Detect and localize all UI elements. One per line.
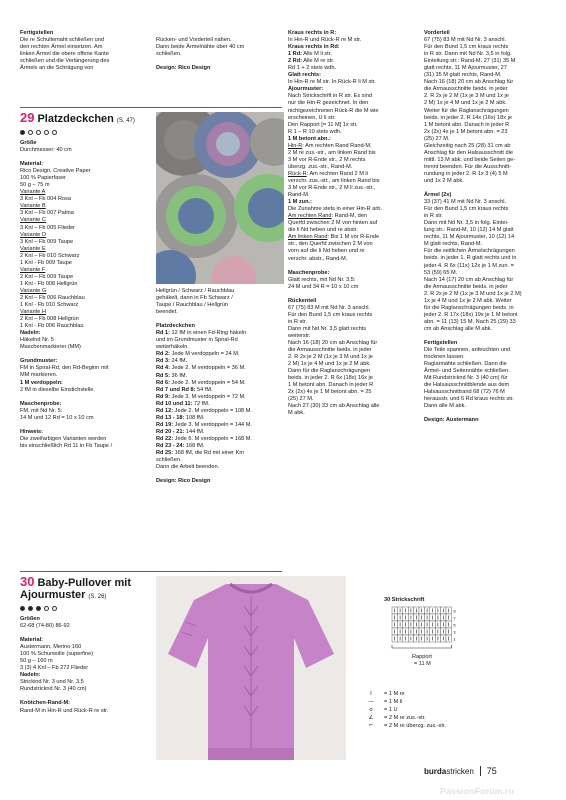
text-line: Fertigstellen	[20, 30, 54, 36]
text-line: für die Raglanschrägungen beids. in	[424, 304, 514, 311]
text-line: 62-68 (74-80) 86-92	[20, 623, 70, 630]
text-line: rechts, 11 M Ajourmuster, 10 (12) 14	[424, 234, 515, 241]
text-line: Nach 27 (30) 33 cm ab Anschlag alle	[288, 403, 380, 410]
text-line: M glatt rechts, Rand-M.	[424, 241, 483, 248]
text-line: 1x je 4 M und 1x je 2 M abk. Weiter	[424, 297, 512, 304]
text-line: Am rechten Rand: Rand-M, den	[288, 213, 367, 220]
text-line: Variante A	[20, 189, 46, 196]
legend-label: = 2 M re zus.-str.	[384, 715, 426, 721]
text-line: in R str.	[288, 318, 307, 325]
text-line: Dann für die Raglanschrägungen	[288, 368, 371, 375]
text-line	[424, 333, 554, 340]
text-line: 67 (75) 83 M mit Nd Nr. 3 anschl.	[288, 304, 371, 311]
text-line	[156, 316, 286, 323]
page-footer: burdastricken 75	[424, 766, 497, 776]
text-line: Dann die Arbeit beenden.	[156, 464, 220, 471]
text-line: Fertigstellen	[424, 339, 458, 346]
text-line: Hellgrün / Schwarz / Rauchblau	[156, 288, 235, 294]
text-line: 1 Knl - Fb 009 Taupe	[20, 259, 72, 266]
text-line: Knötchen-Rand-M:	[20, 700, 71, 707]
text-line: die Armausschnitte beids. in jeder	[424, 283, 508, 290]
text-line: 1 M verdoppeln:	[20, 379, 63, 386]
text-line: erscheinen, U li str.	[288, 114, 336, 121]
text-line: Vorderteil	[424, 30, 450, 36]
text-line: abn. = 11 (13) 15 M. Nach 25 (29) 33	[424, 318, 516, 325]
text-line: Dann mit Nd Nr. 3,5 glatt rechts	[288, 325, 367, 332]
text-line: beids. in jeder 1. R glatt rechts und in	[424, 255, 517, 262]
text-line: Maschenprobe:	[20, 400, 62, 407]
text-line: 2 fM in dieselbe Einstichstelle.	[20, 386, 95, 393]
text-line: Rd 22: Jede 6. M verdoppeln = 168 M.	[156, 435, 252, 442]
text-line: Rd 13 - 18: 108 fM.	[156, 414, 205, 421]
text-line: Am linken Rand: Bis 1 M vor R-Ende	[288, 234, 380, 241]
text-line	[20, 154, 152, 161]
text-line: Hin-R: Am rechten Rand Rand-M,	[288, 142, 372, 149]
text-line: und im Grundmuster in Spiral-Rd	[156, 337, 238, 344]
text-line: Nach 16 (18) 20 cm ab Anschlag für	[288, 339, 378, 346]
legend-item	[366, 714, 446, 722]
text-line: Rd 9: Jede 3. M verdoppeln = 72 M.	[156, 393, 246, 400]
text-line: Kraus rechts in Rd:	[288, 44, 340, 51]
text-line: herausstr. und 6 Rd kraus rechts str.	[424, 396, 514, 403]
text-line: rundung in jeder 2. R 1x 3 (4) 5 M	[424, 170, 508, 177]
text-line: 2 M re zus.-str., am linken Rand bis	[288, 149, 376, 156]
legend-label: = 2 M re überzg. zus.-str.	[384, 723, 447, 729]
text-line: Glatt rechts, mit Nd Nr. 3,5:	[288, 276, 356, 283]
text-line: Hinweis:	[20, 428, 44, 435]
text-line: Maschenmarkierer (MM)	[20, 344, 81, 351]
chart-row-number: 1	[453, 636, 456, 642]
text-line: glatt rechts, 11 M Ajourmuster, 27	[424, 65, 507, 72]
text-line: 2 Knl – Fb 009 Taupe	[20, 273, 74, 280]
text-line: 2 Rd: Alle M re str.	[288, 58, 335, 65]
text-line: Rd 10 und 11: 72 fM.	[156, 400, 210, 407]
text-line: Für den Bund 1,5 cm kraus rechts	[424, 44, 509, 51]
top-left-text	[20, 30, 150, 72]
text-line	[20, 693, 150, 700]
text-line: Variante F	[20, 266, 46, 273]
difficulty-rating	[20, 130, 152, 135]
text-line: Rd 25: 168 fM, die Rd mit einer Km	[156, 450, 244, 457]
text-line: Rd 3: 24 fM.	[156, 358, 188, 365]
text-line: 2 M) 1x je 4 M und 1x je 2 M abk.	[288, 361, 371, 368]
text-line: 2. R 2x je 2 M (1x je 3 M und 1x je	[288, 354, 373, 361]
text-line: Austermann, Merino 160	[20, 644, 82, 651]
text-line: Die Zunahme stets in einer Hin-R arb.	[288, 206, 382, 213]
text-line: Design: Austermann	[424, 417, 479, 424]
text-line: 1 M betont abn.:	[288, 135, 331, 142]
text-line: trennt beenden. Für die Ausschnitt-	[424, 163, 512, 170]
text-line: überzg. zus.-str., Rand-M.	[288, 163, 353, 170]
text-line: Variante B	[20, 203, 46, 210]
text-line: Den Rapport [= 11 M] 1x str.	[288, 121, 358, 128]
text-line: verschr. zus.-str., am linken Rand bis	[288, 177, 380, 184]
text-line: die Halsausschnittblende aus dem	[424, 382, 510, 389]
text-line: Ärmel (2x)	[424, 192, 452, 199]
text-line: Design: Rico Design	[156, 478, 211, 485]
text-line: Ärmel- und Seitennähte schließen.	[424, 368, 510, 375]
text-line: 3 M vor R-Ende str., 2 M li zus.-str.,	[288, 185, 376, 192]
section-divider	[20, 107, 282, 108]
text-line: Strickind Nr. 3 und Nr. 3,5	[20, 679, 84, 686]
text-line: Nadeln:	[20, 330, 41, 337]
legend-item	[366, 698, 446, 706]
text-line: 3 Knl – Fb 005 Flieder	[20, 224, 76, 231]
text-line: (25) 27 M.	[288, 396, 314, 403]
text-line: nichtgezeichneten Rück-R die M wie	[288, 107, 379, 114]
text-line: beendet.	[156, 309, 178, 316]
text-line: Rd 4: Jede 2. M verdoppeln = 36 M.	[156, 365, 246, 372]
text-line: Raglannähte schließen. Dann die	[424, 361, 507, 368]
text-line: 24 M und 34 R = 10 x 10 cm	[288, 283, 359, 290]
text-line: und 1x 2 M abk.	[424, 177, 464, 184]
text-line: Rundstricknd Nr. 3 (40 cm)	[20, 686, 87, 693]
text-line: Rd 6: Jede 2. M verdoppeln = 54 M.	[156, 379, 246, 386]
text-line: 67 (75) 83 M mit Nd Nr. 3 anschl.	[424, 37, 507, 44]
section-29-title: 29 Platzdeckchen (S. 47)	[20, 110, 135, 125]
text-line: FM in Spiral-Rd, den Rd-Beginn mit	[20, 365, 109, 372]
text-line: Rd 23 - 24: 168 fM.	[156, 442, 205, 449]
text-line: Ärmels an die Schrägung von	[20, 65, 94, 72]
text-line: 1 Knl - Fb 008 Hellgrün	[20, 280, 78, 287]
text-line: nur die Hin-R gezeichnet. In den	[288, 100, 369, 107]
text-line: Weiter für die Raglanschrägungen	[424, 107, 509, 114]
text-line: 1 Knl - Fb 010 Schwarz	[20, 302, 79, 309]
text-line: 1 Knl - Fb 006 Rauchblau	[20, 323, 84, 330]
text-line: Rand-M in Hin-R und Rück-R re str.	[20, 707, 109, 714]
text-line: Rück-R: Am rechten Rand 2 M li	[288, 170, 368, 177]
text-line: Für die seitlichen Ärmelschrägungen	[424, 248, 515, 255]
text-line: Dann mit Nd Nr. 3,5 in folg. Eintei-	[424, 220, 509, 227]
text-line: (25) 27 M.	[424, 135, 450, 142]
text-line	[20, 394, 152, 401]
text-line: FM, mit Nd Nr. 5:	[20, 407, 63, 414]
text-line: den rechten Ärmel einsetzen. Am	[20, 44, 103, 51]
right-column-text	[288, 30, 418, 417]
text-line: in R str. Dann mit Nd Nr. 3,5 in folg.	[424, 51, 512, 58]
text-line: verschr. abstr., Rand-M.	[288, 255, 348, 262]
legend-label: = 1 M li	[384, 699, 403, 705]
legend-item	[366, 690, 446, 698]
text-line: In Hin-R re M str. In Rück-R li M str.	[288, 79, 376, 86]
text-line: Dann alle M abk.	[424, 403, 466, 410]
text-line: Platzdeckchen	[156, 323, 195, 330]
text-line: R 1 – R 10 stets wdh.	[288, 128, 342, 135]
baby-pullover-photo	[156, 576, 346, 760]
text-line: vorn auf die li Nd heben und re	[288, 248, 365, 255]
text-line: Variante G	[20, 287, 47, 294]
chart-legend	[366, 690, 446, 730]
text-line: Taupe / Rauchblau / Hellgrün	[156, 302, 229, 309]
stitch-symbol-icon: I	[370, 691, 372, 697]
text-line: Durchmesser: 40 cm	[20, 147, 72, 154]
legend-label: = 1 M re	[384, 691, 405, 697]
text-line: 3 Knl – Fb 004 Rosa	[20, 196, 71, 203]
text-line: Halsausschnittrand 68 (72) 76 M	[424, 389, 505, 396]
text-line	[156, 471, 286, 478]
chart-row-number: 9	[453, 608, 456, 614]
chart-row-number: 5	[453, 622, 456, 628]
rapport-value: = 11 M	[414, 661, 431, 667]
text-line	[20, 351, 152, 358]
rapport-label: Rapport	[412, 654, 432, 660]
text-line: Rd 1: 12 fM in einen Fd-Ring häkeln	[156, 330, 247, 337]
text-line: 2. R 2x je 2 M (1x je 3 M und 1x je 2 M)	[424, 290, 522, 297]
text-line: 2 Knl – Fb 008 Hellgrün	[20, 316, 79, 323]
text-line: 1 M betont abn. Danach in jeder R	[424, 121, 510, 128]
text-line: Nadeln:	[20, 672, 41, 679]
section-29	[20, 112, 152, 450]
text-line: Rücken- und Vorderteil nähen.	[156, 37, 232, 43]
text-line	[288, 291, 418, 298]
text-line: M abk.	[288, 410, 305, 417]
chart-title: 30 Strickschrift	[384, 597, 425, 603]
stitch-symbol-icon: o	[369, 707, 373, 713]
text-line: Nach Strickschrift in R str. Es sind	[288, 93, 372, 100]
text-line: 100 % Papierfaser	[20, 175, 67, 182]
far-right-column-text	[424, 30, 554, 424]
chart-row-number: 3	[453, 629, 456, 635]
text-line: 2 M) 1x je 4 M und 1x je 2 M abk.	[424, 100, 507, 107]
text-line: Die zweifarbigen Varianten werden	[20, 435, 107, 442]
text-line: Rd 19: Jede 3. M verdoppeln = 144 M.	[156, 421, 252, 428]
text-line: Glatt rechts:	[288, 72, 321, 79]
text-line: Rico Design, Creative Paper	[20, 168, 91, 175]
text-line: cm ab Anschlag alle M abk.	[424, 325, 493, 332]
text-line: Querfd zwischen 2 M von hinten auf	[288, 220, 378, 227]
stitch-symbol-icon: ∠	[368, 715, 374, 721]
text-line: 1 Rd: Alle M li str.	[288, 51, 332, 58]
text-line: str., den Querfd zwischen 2 M von	[288, 241, 373, 248]
text-line: Größe	[20, 140, 37, 146]
section-29-mid	[156, 288, 286, 485]
text-line: gehäkelt, dann in Fb Schwarz /	[156, 295, 233, 302]
text-line: lung str.: Rand-M, 10 (12) 14 M glatt	[424, 227, 514, 234]
text-line: Material:	[20, 637, 44, 644]
text-line: die li Nd heben und re abstr.	[288, 227, 358, 234]
text-line: Variante D	[20, 231, 47, 238]
text-line: Rd 12: Jede 2. M verdoppeln = 108 M.	[156, 407, 252, 414]
text-line: 3 Knl – Fb 007 Patina	[20, 210, 74, 217]
chart-row-number: 7	[453, 615, 456, 621]
knitting-chart	[384, 605, 456, 658]
text-line: Für den Bund 1,5 cm kraus rechts	[424, 206, 509, 213]
section-divider-30	[20, 571, 282, 572]
section-30: 30 Baby-Pullover mit Ajourmuster (S. 26) Größen 62-68 (74-80) 86-92 Material: Austermann, Merino 160 100 % Schurwolle (superfine) 50 g – 160 m 3 (3) 4 Knl – Fb 272 Flieder Nadeln: Strickind Nr. 3 und Nr. 3,5 Rundstricknd Nr. 3 (40 cm) Knötchen-Rand-M: Rand-M in Hin-R und Rück-R re str.	[20, 576, 150, 715]
text-line: 3 Knl – Fb 009 Taupe	[20, 238, 74, 245]
text-line: Rd 5: 36 fM.	[156, 372, 188, 379]
text-line: die Armausschnitte beids. in jeder	[288, 347, 372, 354]
section-30-title: 30 Baby-Pullover mit	[20, 574, 131, 589]
design-credit: Design: Rico Design	[156, 65, 211, 72]
text-line: 3 M vor R-Ende str., 2 M rechts	[288, 156, 366, 163]
text-line: Rd 7 und Rd 8: 54 fM.	[156, 386, 213, 393]
text-line: Mit Rundstricknd Nr. 3 (40 cm) für	[424, 375, 508, 382]
legend-item	[366, 722, 446, 730]
placemats-photo	[156, 112, 284, 284]
brand-logo: burda	[424, 766, 447, 776]
text-line: schließen.	[156, 457, 182, 464]
text-line: schließen und die Verlängerung des	[20, 58, 110, 65]
text-line: Häkelnd Nr. 5	[20, 337, 54, 344]
text-line: die Armausschnitte beids. in jeder	[424, 86, 508, 93]
text-line: (31) 35 M glatt rechts, Rand-M.	[424, 72, 502, 79]
legend-item	[366, 706, 446, 714]
text-line: Maschenprobe:	[288, 269, 330, 276]
text-line: jeder 2. R 17x (18x) 19x je 1 M betont	[424, 311, 518, 318]
text-line: weiterstr.	[288, 332, 311, 339]
text-line	[20, 630, 150, 637]
text-line: Rückenteil	[288, 297, 317, 304]
text-line: Rd 2: Jede M verdoppeln = 24 M.	[156, 351, 240, 358]
text-line: bis einschließlich Rd 11 in Fb Taupe /	[20, 442, 113, 449]
text-line: Grundmuster:	[20, 358, 58, 365]
text-line: Rd 20 - 21: 144 fM.	[156, 428, 205, 435]
text-line: 1 M zun.:	[288, 199, 312, 206]
text-line: jeder 4. R 6x (11x) 12x je 1 M zun. =	[424, 262, 514, 269]
text-line: 2x (2x) 4x je 1 M betont abn. = 25	[288, 389, 372, 396]
text-line: Material:	[20, 161, 44, 168]
difficulty-rating-30	[20, 606, 150, 611]
text-line: 2. R 2x je 2 M (1x je 3 M und 1x je	[424, 93, 509, 100]
stitch-symbol-icon: —	[368, 699, 374, 705]
text-line: Rd 1 + 2 stets wdh.	[288, 65, 337, 72]
text-line: in R str.	[424, 213, 443, 220]
text-line: Einteilung str.: Rand-M, 27 (31) 35 M	[424, 58, 516, 65]
text-line: mittl. 13 M abk. und beide Seiten ge-	[424, 156, 516, 163]
page-number: 75	[486, 766, 497, 776]
text-line: Rand-M.	[288, 192, 310, 199]
text-line: weiterhäkeln.	[156, 344, 189, 351]
text-line: schließen.	[156, 51, 182, 58]
text-line: Dann beide Ärmelnähte über 40 cm	[156, 44, 245, 51]
text-line: 1 M betont abn. Danach in jeder R	[288, 382, 374, 389]
text-line: In Hin-R und Rück-R re M str.	[288, 37, 362, 44]
text-line: 14 M und 12 Rd = 10 x 10 cm	[20, 414, 94, 421]
text-line	[288, 263, 418, 270]
text-line: beids. in jeder 2. R 14x (16x) 18x je	[424, 114, 512, 121]
text-line: Variante E	[20, 245, 46, 252]
rapport-bracket	[392, 645, 451, 648]
text-line: 2 Knl – Fb 006 Rauchblau	[20, 294, 85, 301]
text-line: 100 % Schurwolle (superfine)	[20, 651, 94, 658]
text-line: 50 g – 75 m	[20, 182, 50, 189]
text-line: beids. in jeder 2. R 6x (18x) 16x je	[288, 375, 373, 382]
text-line: Nach 14 (17) 20 cm ab Anschlag für	[424, 276, 514, 283]
text-line: Kraus rechts in R:	[288, 30, 337, 36]
text-line: 50 g – 160 m	[20, 658, 53, 665]
text-line: Anschlag für den Halsausschnitt die	[424, 149, 513, 156]
text-line: 53 (59) 65 M.	[424, 269, 458, 276]
top-mid-text	[156, 37, 284, 72]
text-line: Größen	[20, 616, 40, 622]
text-line: Ajourmuster:	[288, 86, 324, 93]
text-line	[424, 185, 554, 192]
text-line: 2 Knl – Fb 010 Schwarz	[20, 252, 80, 259]
text-line	[424, 410, 554, 417]
text-line: trocknen lassen.	[424, 354, 465, 361]
text-line: Nach 16 (18) 20 cm ab Anschlag für	[424, 79, 514, 86]
text-line: linken Ärmel die obere offene Kante	[20, 51, 109, 58]
text-line: Für den Bund 1,5 cm kraus rechts	[288, 311, 373, 318]
text-line: 3 (3) 4 Knl – Fb 272 Flieder	[20, 665, 89, 672]
watermark: PassionForum.ru	[440, 786, 515, 796]
text-line: Die Teile spannen, anfeuchten und	[424, 347, 511, 354]
legend-label: = 1 U	[384, 707, 398, 713]
text-line: Gleichzeitig nach 25 (28) 31 cm ab	[424, 142, 511, 149]
text-line: MM markieren.	[20, 372, 58, 379]
text-line: 33 (37) 41 M mit Nd Nr. 3 anschl.	[424, 199, 507, 206]
stitch-symbol-icon: ⌐	[368, 723, 374, 729]
text-line: Die re Schultemaht schließen und	[20, 37, 104, 44]
text-line: Variante H	[20, 309, 47, 316]
text-line	[20, 422, 152, 429]
text-line: 2x (2x) 4x je 1 M betont abn. = 23	[424, 128, 508, 135]
text-line: Variante C	[20, 217, 47, 224]
